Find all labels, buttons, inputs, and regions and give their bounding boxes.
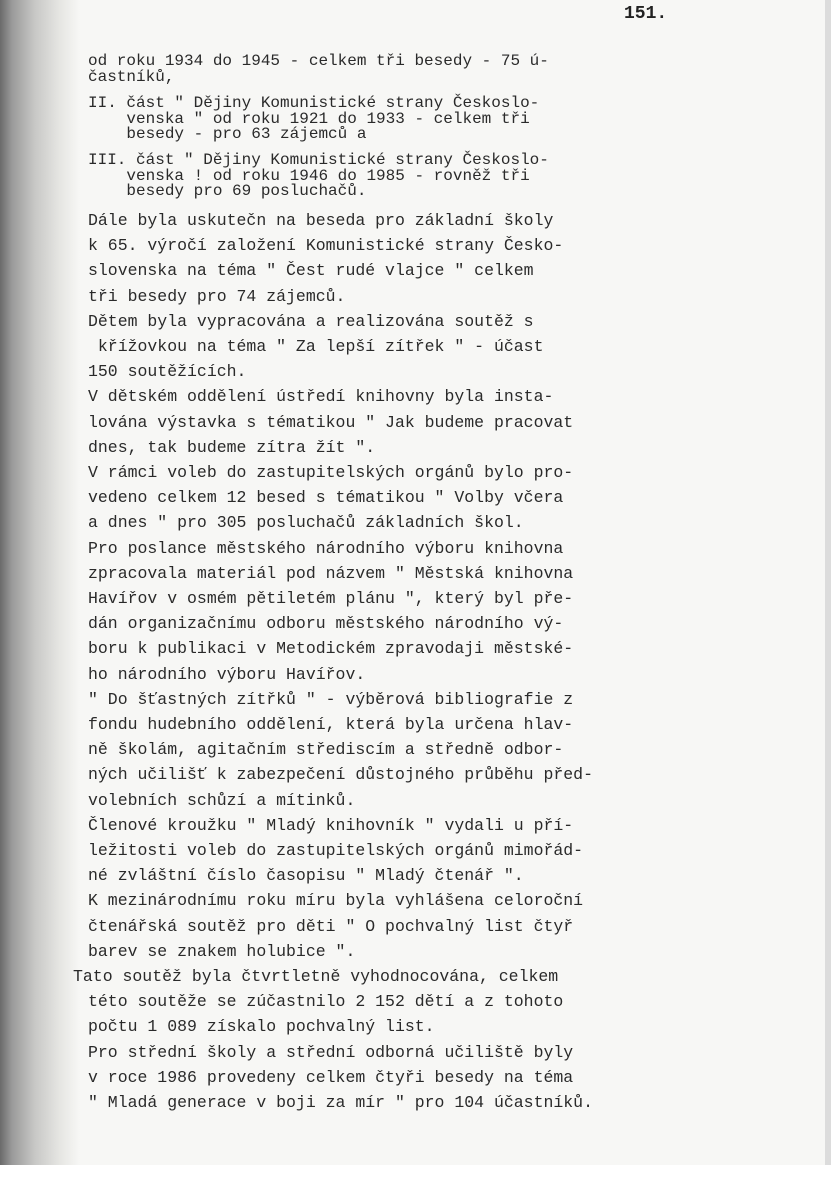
text-line: venska ! od roku 1946 do 1985 - rovněž tři	[88, 166, 530, 185]
text-line: besedy pro 69 posluchačů.	[88, 182, 367, 200]
text-line: této soutěže se zúčastnilo 2 152 dětí a z tohoto	[88, 992, 564, 1012]
text-line: 150 soutěžících.	[88, 362, 247, 382]
text-line: častníků,	[88, 67, 175, 86]
text-line: Havířov v osmém pětiletém plánu ", který byl pře-	[88, 589, 574, 608]
text-line: né zvláštní číslo časopisu " Mladý čtenář ".	[88, 866, 524, 886]
text-line: V dětském oddělení ústředí knihovny byla insta-	[88, 387, 554, 407]
text-line: " Mladá generace v boji za mír " pro 104 účastníků.	[88, 1093, 593, 1112]
scan-margin	[0, 1165, 831, 1199]
binding-shadow	[0, 0, 80, 1165]
text-line: " Do šťastných zítřků " - výběrová bibliografie z	[88, 689, 574, 709]
text-line: fondu hudebního oddělení, která byla určena hlav-	[88, 715, 574, 734]
text-line: k 65. výročí založení Komunistické strany Česko-	[88, 236, 564, 256]
text-line: křížovkou na téma " Za lepší zítřek " - účast	[88, 337, 544, 356]
text-line: dán organizačnímu odboru městského národního vý-	[88, 614, 564, 634]
text-line: čtenářská soutěž pro děti " O pochvalný list čtyř	[88, 916, 574, 936]
text-line: Tato soutěž byla čtvrtletně vyhodnocována, celkem	[73, 967, 559, 986]
text-line: Dále byla uskutečn na beseda pro základní školy	[88, 211, 554, 230]
text-line: V rámci voleb do zastupitelských orgánů bylo pro-	[88, 463, 574, 482]
text-line: K mezinárodnímu roku míru byla vyhlášena celoroční	[88, 891, 584, 911]
text-line: volebních schůzí a mítinků.	[88, 790, 356, 810]
text-line: slovenska na téma " Čest rudé vlajce " celkem	[88, 261, 534, 281]
text-line: v roce 1986 provedeny celkem čtyři besedy na téma	[88, 1067, 574, 1087]
text-line: boru k publikaci v Metodickém zpravodaji městské-	[88, 639, 574, 659]
text-line: vedeno celkem 12 besed s tématikou " Volby včera	[88, 488, 564, 508]
text-line: ných učilišť k zabezpečení důstojného průběhu před-	[88, 765, 593, 785]
text-line: Pro poslance městského národního výboru knihovna	[88, 538, 564, 558]
text-line: II. část " Dějiny Komunistické strany Českoslo-	[88, 94, 540, 112]
text-line: Pro střední školy a střední odborná učiliště byly	[88, 1042, 574, 1062]
text-line: tři besedy pro 74 zájemců.	[88, 286, 346, 306]
page-number: 151.	[624, 4, 668, 24]
text-line: ho národního výboru Havířov.	[88, 664, 366, 684]
page-edge	[825, 0, 831, 1165]
text-line: ně školám, agitačním střediscím a středně odbor-	[88, 740, 564, 760]
text-line: a dnes " pro 305 posluchačů základních škol.	[88, 513, 524, 533]
text-line: Dětem byla vypracována a realizována soutěž s	[88, 311, 534, 331]
text-line: venska " od roku 1921 do 1933 - celkem tři	[88, 109, 530, 128]
text-line: počtu 1 089 získalo pochvalný list.	[88, 1017, 435, 1037]
text-line: III. část " Dějiny Komunistické strany Českoslo-	[88, 151, 549, 169]
text-line: besedy - pro 63 zájemců a	[88, 125, 367, 143]
text-line: od roku 1934 do 1945 - celkem tři besedy - 75 ú-	[88, 52, 549, 70]
text-line: Členové kroužku " Mladý knihovník " vydali u pří-	[88, 815, 574, 835]
text-line: lována výstavka s tématikou " Jak budeme pracovat	[88, 412, 574, 432]
text-line: dnes, tak budeme zítra žít ".	[88, 437, 376, 457]
text-line: barev se znakem holubice ".	[88, 941, 356, 961]
text-line: ležitosti voleb do zastupitelských orgánů mimořád-	[88, 841, 584, 860]
text-line: zpracovala materiál pod názvem " Městská knihovna	[88, 563, 574, 583]
